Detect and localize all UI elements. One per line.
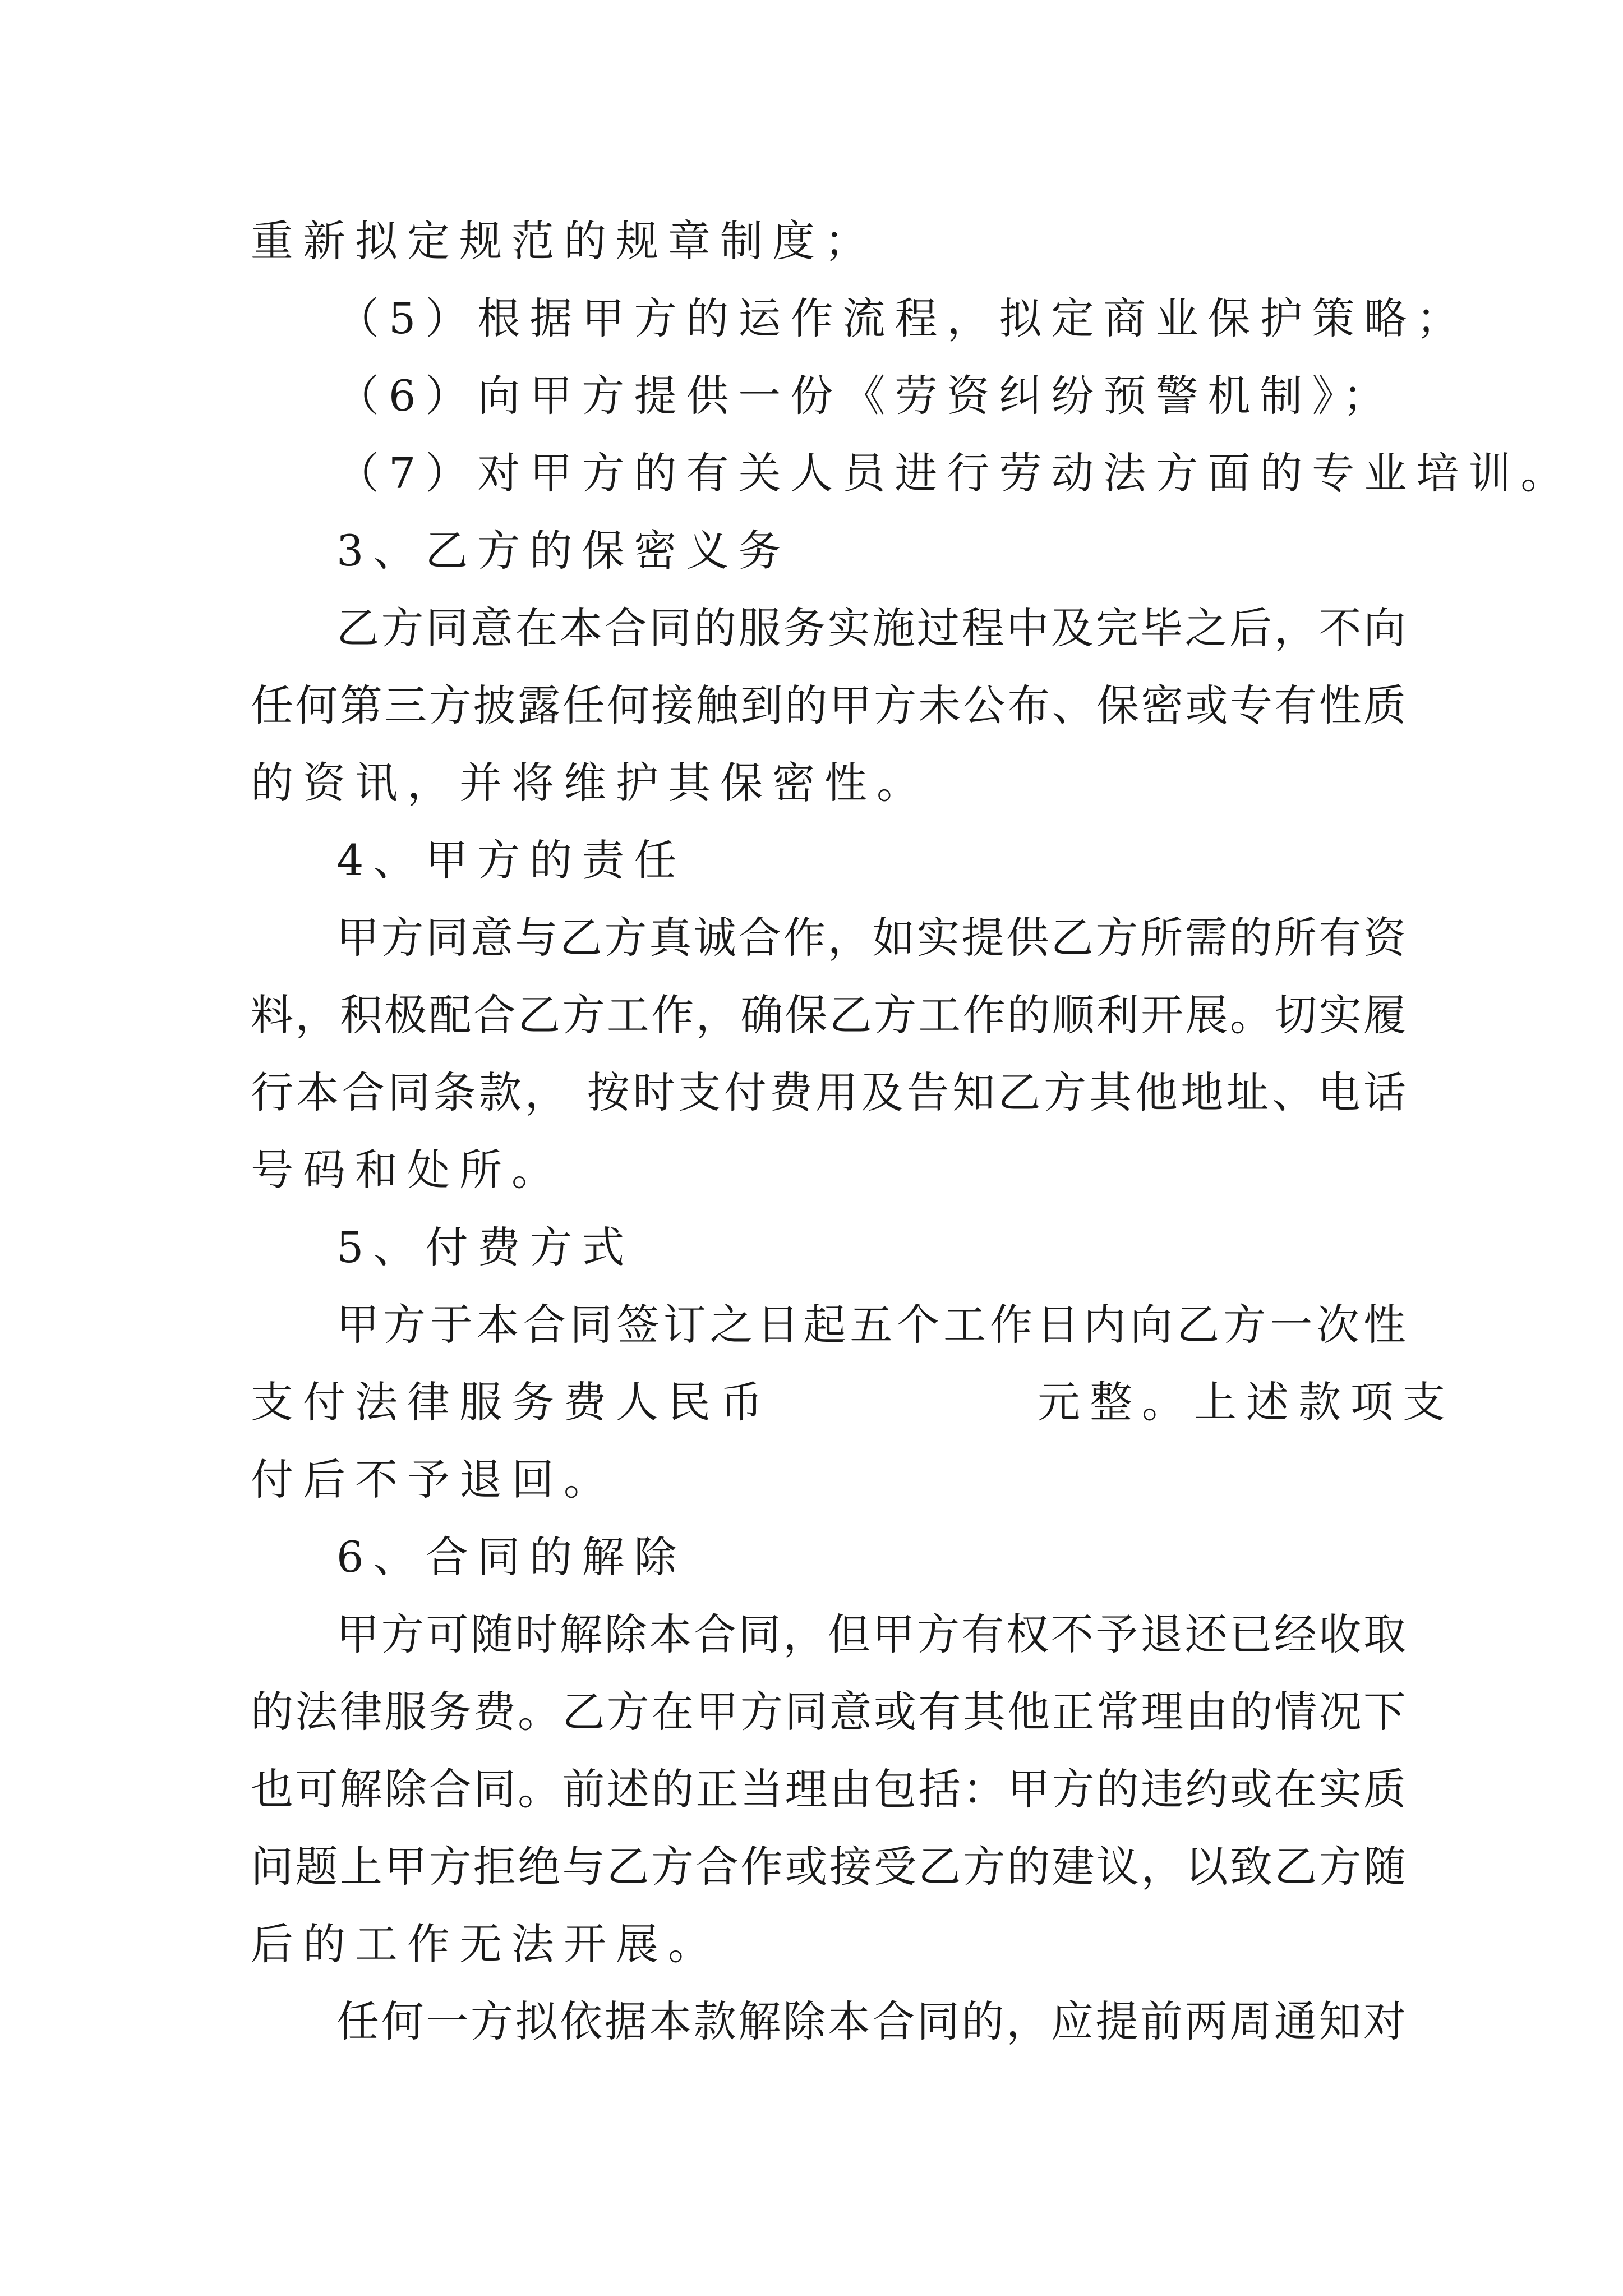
text-line: 的法律服务费。乙方在甲方同意或有其他正常理由的情况下 [251,1687,1406,1737]
text-line: （7）对甲方的有关人员进行劳动法方面的专业培训。 [336,448,1573,498]
section-heading: 4、甲方的责任 [336,835,686,885]
section-heading: 3、乙方的保密义务 [336,526,791,576]
text-line: 甲方同意与乙方真诚合作，如实提供乙方所需的所有资 [336,913,1406,963]
text-line: 甲方可随时解除本合同，但甲方有权不予退还已经收取 [336,1609,1406,1659]
text-line: （5）根据甲方的运作流程，拟定商业保护策略； [336,293,1469,343]
section-heading: 5、付费方式 [336,1222,634,1272]
text-line: 甲方于本合同签订之日起五个工作日内向乙方一次性 [336,1300,1406,1350]
text-line: 问题上甲方拒绝与乙方合作或接受乙方的建议，以致乙方随 [251,1842,1406,1892]
text-line: 重新拟定规范的规章制度； [251,216,877,266]
text-line: 乙方同意在本合同的服务实施过程中及完毕之后，不向 [336,603,1406,653]
fee-line-start: 支付法律服务费人民币 [251,1377,772,1427]
section-heading: 6、合同的解除 [336,1532,686,1582]
text-line: （6）向甲方提供一份《劳资纠纷预警机制》； [336,371,1395,421]
text-line: 号码和处所。 [251,1145,564,1195]
text-line: 任何第三方披露任何接触到的甲方未公布、保密或专有性质 [251,680,1406,730]
text-line: 后的工作无法开展。 [251,1919,720,1969]
text-line: 任何一方拟依据本款解除本合同的，应提前两周通知对 [336,1996,1406,2046]
fee-line-end: 元整。上述款项支 [1038,1377,1455,1427]
text-line: 行本合同条款， 按时支付费用及告知乙方其他地址、电话 [251,1068,1406,1117]
text-line: 付后不予退回。 [251,1455,616,1504]
text-line: 料，积极配合乙方工作，确保乙方工作的顺利开展。切实履 [251,990,1406,1040]
text-line: 也可解除合同。前述的正当理由包括：甲方的违约或在实质 [251,1764,1406,1814]
text-line: 的资讯，并将维护其保密性。 [251,758,929,808]
